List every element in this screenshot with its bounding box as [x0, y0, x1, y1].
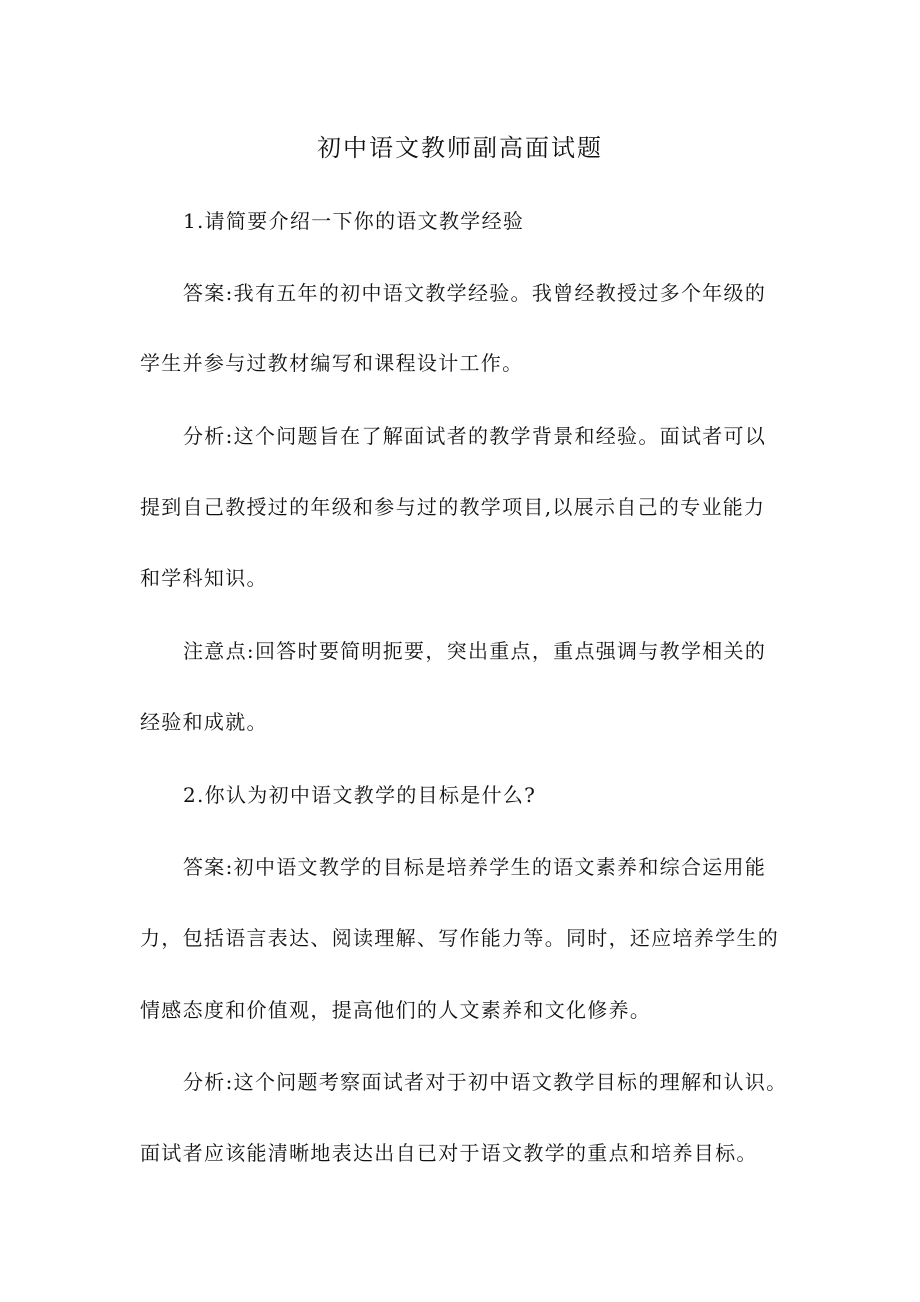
question-1: 1.请简要介绍一下你的语文教学经验 — [183, 209, 525, 233]
analysis-1-line-1: 分析:这个问题旨在了解面试者的教学背景和经验。面试者可以 — [183, 424, 767, 448]
analysis-1-line-3: 和学科知识。 — [140, 566, 268, 590]
document-title: 初中语文教师副高面试题 — [317, 134, 603, 162]
note-1-line-2: 经验和成就。 — [140, 710, 268, 734]
analysis-2-line-2: 面试者应该能清晰地表达出自已对于语文教学的重点和培养目标。 — [140, 1141, 758, 1165]
note-1-line-1: 注意点:回答时要简明扼要，突出重点，重点强调与教学相关的 — [183, 639, 767, 663]
question-2: 2.你认为初中语文教学的目标是什么? — [183, 783, 537, 807]
analysis-2-line-1: 分析:这个问题考察面试者对于初中语文教学目标的理解和认识。 — [183, 1070, 788, 1094]
answer-2-line-2: 力，包括语言表达、阅读理解、写作能力等。同时，还应培养学生的 — [140, 926, 779, 950]
answer-1-line-1: 答案:我有五年的初中语文教学经验。我曾经教授过多个年级的 — [183, 281, 767, 305]
answer-2-line-3: 情感态度和价值观，提高他们的人文素养和文化修养。 — [140, 998, 652, 1022]
analysis-1-line-2: 提到自己教授过的年级和参与过的教学项目,以展示自己的专业能力 — [140, 495, 766, 519]
answer-1-line-2: 学生并参与过教材编写和课程设计工作。 — [140, 351, 524, 375]
answer-2-line-1: 答案:初中语文教学的目标是培养学生的语文素养和综合运用能 — [183, 855, 767, 879]
